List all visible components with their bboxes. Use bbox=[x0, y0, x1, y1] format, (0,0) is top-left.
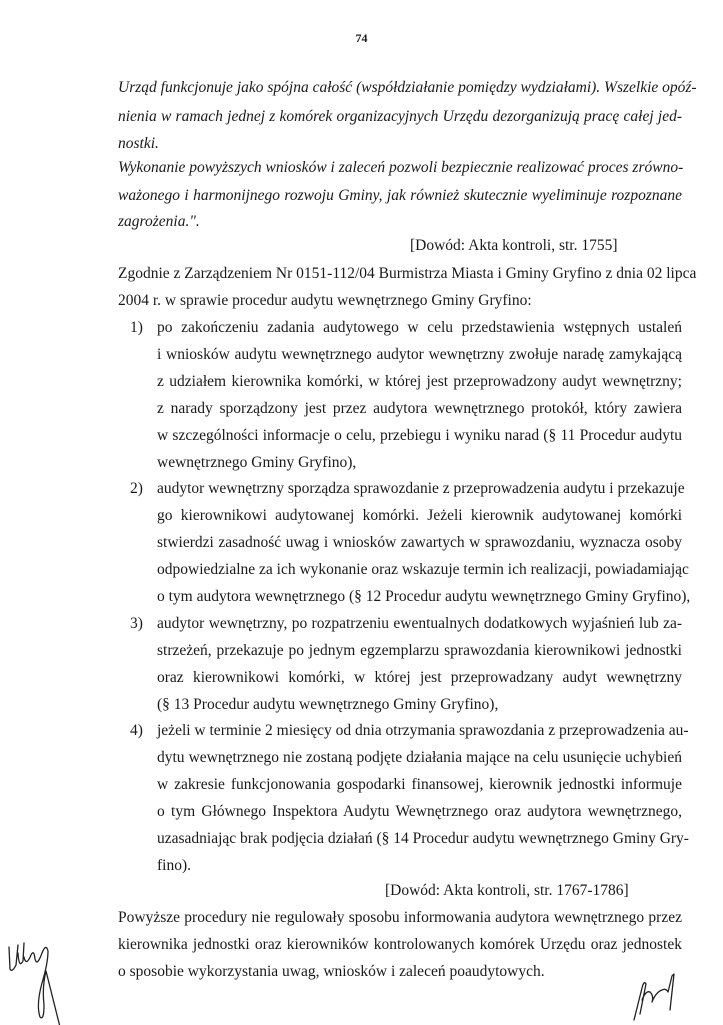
list-line: uzasadniając brak podjęcia działań (§ 14 Procedur audytu wewnętrznego Gminy Gry- bbox=[157, 830, 689, 847]
conclusion-line: kierownika jednostki oraz kierowników kontrolowanych komórek Urzędu oraz jednostek bbox=[118, 936, 682, 953]
signature-right-icon bbox=[630, 970, 685, 1024]
list-line: o tym Głównego Inspektora Audytu Wewnętrznego oraz audytora wewnętrznego, bbox=[157, 803, 682, 820]
quote-line: Urząd funkcjonuje jako spójna całość (współdziałanie pomiędzy wydziałami). Wszelkie opóź- bbox=[118, 79, 697, 96]
list-line: oraz kierownikowi komórki, w której jest przeprowadzany audyt wewnętrzny bbox=[157, 669, 682, 686]
list-line: w szczególności informacje o celu, przebiegu i wyniku narad (§ 11 Procedur audytu bbox=[157, 427, 682, 444]
list-line: w zakresie funkcjonowania gospodarki finansowej, kierownik jednostki informuje bbox=[157, 776, 682, 793]
list-line: fino). bbox=[157, 857, 192, 874]
quote-line: Wykonanie powyższych wniosków i zaleceń pozwoli bezpiecznie realizować proces zrówno- bbox=[118, 159, 684, 176]
list-line: z udziałem kierownika komórki, w której jest przeprowadzony audyt wewnętrzny; bbox=[157, 373, 682, 390]
conclusion-line: Powyższe procedury nie regulowały sposobu informowania audytora wewnętrznego przez bbox=[118, 909, 682, 926]
list-line: po zakończeniu zadania audytowego w celu przedstawienia wstępnych ustaleń bbox=[157, 319, 682, 336]
list-line: stwierdzi zasadność uwag i wniosków zawartych w sprawozdaniu, wyznacza osoby bbox=[157, 534, 682, 551]
conclusion-line: o sposobie wykorzystania uwag, wniosków i zaleceń poaudytowych. bbox=[118, 963, 545, 980]
list-line: i wniosków audytu wewnętrznego audytor wewnętrzny zwołuje naradę zamykającą bbox=[157, 346, 682, 363]
evidence-reference: [Dowód: Akta kontroli, str. 1767-1786] bbox=[385, 882, 629, 899]
quote-line: ważonego i harmonijnego rozwoju Gminy, jak również skutecznie wyeliminuje rozpoznane bbox=[118, 187, 682, 204]
intro-line: Zgodnie z Zarządzeniem Nr 0151-112/04 Burmistrza Miasta i Gminy Gryfino z dnia 02 lipca bbox=[118, 265, 697, 282]
intro-line: 2004 r. w sprawie procedur audytu wewnętrznego Gminy Gryfino: bbox=[118, 292, 532, 309]
page-number: 74 bbox=[355, 31, 368, 45]
list-line: o tym audytora wewnętrznego (§ 12 Procedur audytu wewnętrznego Gminy Gryfino), bbox=[157, 588, 691, 605]
list-marker: 4) bbox=[130, 722, 143, 739]
evidence-reference: [Dowód: Akta kontroli, str. 1755] bbox=[410, 237, 618, 254]
list-line: z narady sporządzony jest przez audytora wewnętrznego protokół, który zawiera bbox=[157, 400, 682, 417]
list-line: wewnętrznego Gminy Gryfino), bbox=[157, 454, 357, 471]
list-line: dytu wewnętrznego nie zostaną podjęte działania mające na celu usunięcie uchybień bbox=[157, 749, 682, 766]
list-line: (§ 13 Procedur audytu wewnętrznego Gminy Gryfino), bbox=[157, 696, 499, 713]
signature-left-icon bbox=[4, 935, 64, 1025]
list-line: go kierownikowi audytowanej komórki. Jeżeli kierownik audytowanej komórki bbox=[157, 507, 682, 524]
quote-line: zagrożenia.". bbox=[118, 213, 200, 230]
list-line: odpowiedzialne za ich wykonanie oraz wskazuje termin ich realizacji, powiadamiając bbox=[157, 561, 689, 578]
quote-line: nienia w ramach jednej z komórek organizacyjnych Urzędu dezorganizują pracę całej jed- bbox=[118, 108, 682, 125]
quote-line: nostki. bbox=[118, 135, 159, 152]
list-line: strzeżeń, przekazuje po jednym egzemplarzu sprawozdania kierownikowi jednostki bbox=[157, 642, 682, 659]
list-marker: 3) bbox=[130, 615, 143, 632]
list-line: jeżeli w terminie 2 miesięcy od dnia otrzymania sprawozdania z przeprowadzenia au- bbox=[157, 722, 689, 739]
list-marker: 1) bbox=[130, 319, 143, 336]
list-marker: 2) bbox=[130, 480, 143, 497]
list-line: audytor wewnętrzny, po rozpatrzeniu ewentualnych dodatkowych wyjaśnień lub za- bbox=[157, 615, 682, 632]
list-line: audytor wewnętrzny sporządza sprawozdanie z przeprowadzenia audytu i przekazuje bbox=[157, 480, 685, 497]
